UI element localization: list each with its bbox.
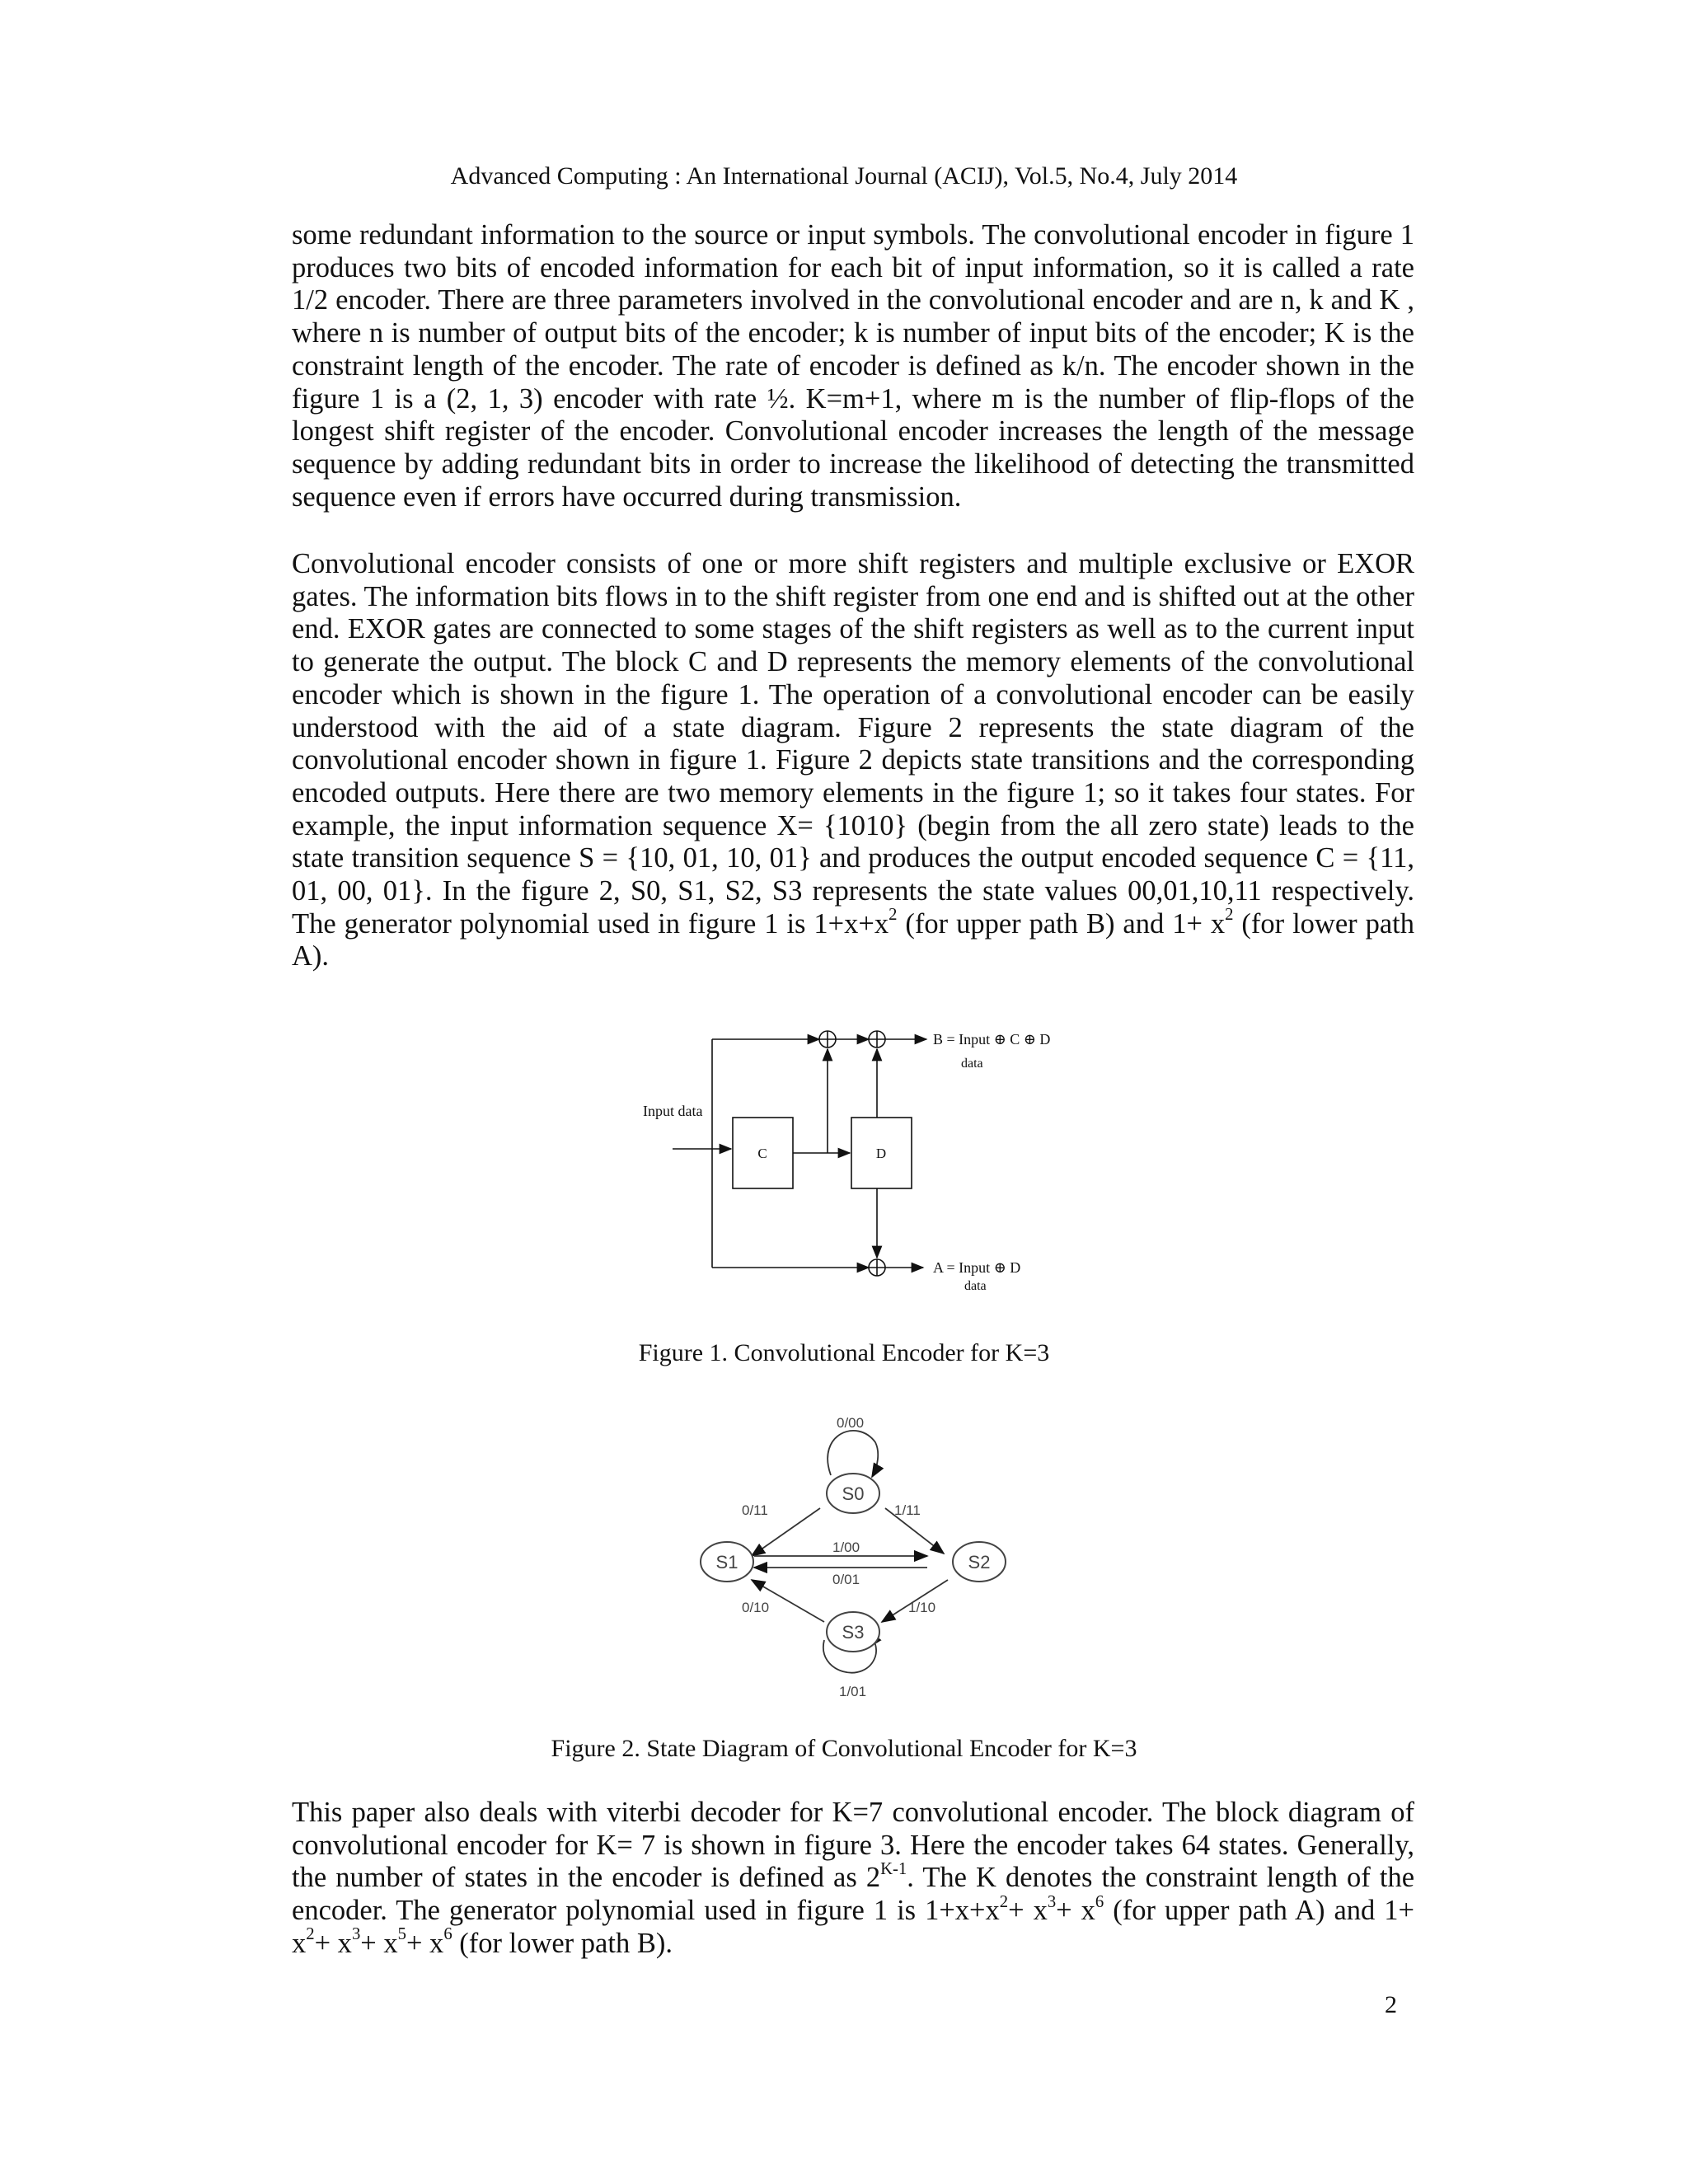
paragraph-3 [292, 1797, 1414, 1961]
page-number: 2 [1385, 1991, 1397, 2018]
exponent: K-1 [880, 1859, 907, 1878]
paragraph-2-text: (for lower path A). [292, 907, 1414, 972]
exponent: 6 [443, 1925, 452, 1944]
paragraph-2-text: (for upper path B) and 1+ x [897, 907, 1226, 940]
exponent: 3 [1047, 1892, 1057, 1911]
paragraph-3-text: (for lower path B). [452, 1927, 673, 1959]
state-s3-label: S3 [842, 1622, 865, 1643]
block-c-label: C [757, 1146, 767, 1161]
input-data-label: Input data [643, 1103, 703, 1119]
transition-label: 0/01 [832, 1572, 860, 1587]
exponent: 2 [306, 1925, 315, 1944]
exponent: 5 [397, 1925, 406, 1944]
transition-label: 1/10 [908, 1600, 936, 1615]
transition-label: 1/00 [832, 1540, 860, 1555]
exponent: 2 [1225, 906, 1234, 925]
exponent: 2 [889, 906, 898, 925]
transition-label: 1/11 [894, 1502, 921, 1518]
state-s1-label: S1 [715, 1552, 738, 1572]
paragraph-3-text: + x [314, 1927, 352, 1959]
output-a-data-label: data [964, 1279, 987, 1293]
state-diagram [692, 1401, 1014, 1706]
paragraph-3-text: This paper also deals with viterbi decoder for K=7 convolutional encoder. The block diagram of convolutional encoder for K= 7 is shown in figure 3. Here the encoder takes 64 states. Generally, the number of states in the encoder is defined as 2 [292, 1797, 1414, 1894]
transition-label: 0/00 [837, 1415, 865, 1431]
paragraph-3-text: . The K denotes the constraint length of the encoder. The generator polynomial used in figure 1 is 1+x+x [292, 1862, 1415, 1927]
paragraph-3-text: + x [406, 1927, 444, 1959]
running-header: Advanced Computing : An International Journal (ACIJ), Vol.5, No.4, July 2014 [450, 162, 1238, 190]
transition-label: 0/11 [742, 1502, 768, 1518]
block-d-label: D [875, 1146, 887, 1161]
paragraph-2-text: Convolutional encoder consists of one or more shift registers and multiple exclusive or EXOR gates. The information bits flows in to the shift register from one end and is shifted out at the other end. EXOR gates are connected to some stages of the shift registers as well as to the current input to generate the output. The block C and D represents the memory elements of the convolutional encoder which is shown in the figure 1. The operation of a convolutional encoder can be easily understood with the aid of a state diagram. Figure 2 represents the state diagram of the convolutional encoder shown in figure 1. Figure 2 depicts state transitions and the corresponding encoded outputs. Here there are two memory elements in the figure 1; so it takes four states. For example, the input information sequence X= {1010} (begin from the all zero state) leads to the state transition sequence S = {10, 01, 10, 01} and produces the output encoded sequence C = {11, 01, 00, 01}. In the figure 2, S0, S1, S2, S3 represents the state values 00,01,10,11 respectively. The generator polynomial used in figure 1 is 1+x+x [292, 548, 1414, 940]
exponent: 6 [1095, 1892, 1104, 1911]
paragraph-2 [292, 548, 1414, 973]
encoder-block-diagram [635, 1019, 1063, 1303]
output-a-label: A = Input ⊕ D [933, 1259, 1021, 1276]
paragraph-3-text: + x [360, 1927, 398, 1959]
figure-2-caption: Figure 2. State Diagram of Convolutional Encoder for K=3 [551, 1735, 1137, 1762]
state-s0-label: S0 [842, 1483, 865, 1504]
output-b-data-label: data [961, 1057, 983, 1071]
paragraph-3-text: (for upper path A) and 1+ x [292, 1895, 1414, 1959]
output-b-label: B = Input ⊕ C ⊕ D [933, 1031, 1051, 1047]
transition-label: 1/01 [839, 1684, 867, 1699]
exponent: 2 [999, 1892, 1009, 1911]
paragraph-3-text: + x [1008, 1895, 1048, 1927]
figure-1-caption: Figure 1. Convolutional Encoder for K=3 [638, 1339, 1050, 1366]
transition-label: 0/10 [742, 1600, 770, 1615]
paragraph-3-text: + x [1056, 1895, 1095, 1927]
exponent: 3 [351, 1925, 361, 1944]
state-s2-label: S2 [968, 1552, 991, 1572]
paragraph-1: some redundant information to the source or input symbols. The convolutional encoder in figure 1 produces two bits of encoded information for each bit of input information, so it is called a rate 1/2 encoder. There are three parameters involved in the convolutional encoder and are n, k and K , where n is number of output bits of the encoder; k is number of input bits of the encoder; K is the constraint length of the encoder. The rate of encoder is defined as k/n. The encoder shown in the figure 1 is a (2, 1, 3) encoder with rate ½. K=m+1, where m is the number of flip-flops of the longest shift register of the encoder. Convolutional encoder increases the length of the message sequence by adding redundant bits in order to increase the likelihood of detecting the transmitted sequence even if errors have occurred during transmission. [292, 219, 1414, 513]
